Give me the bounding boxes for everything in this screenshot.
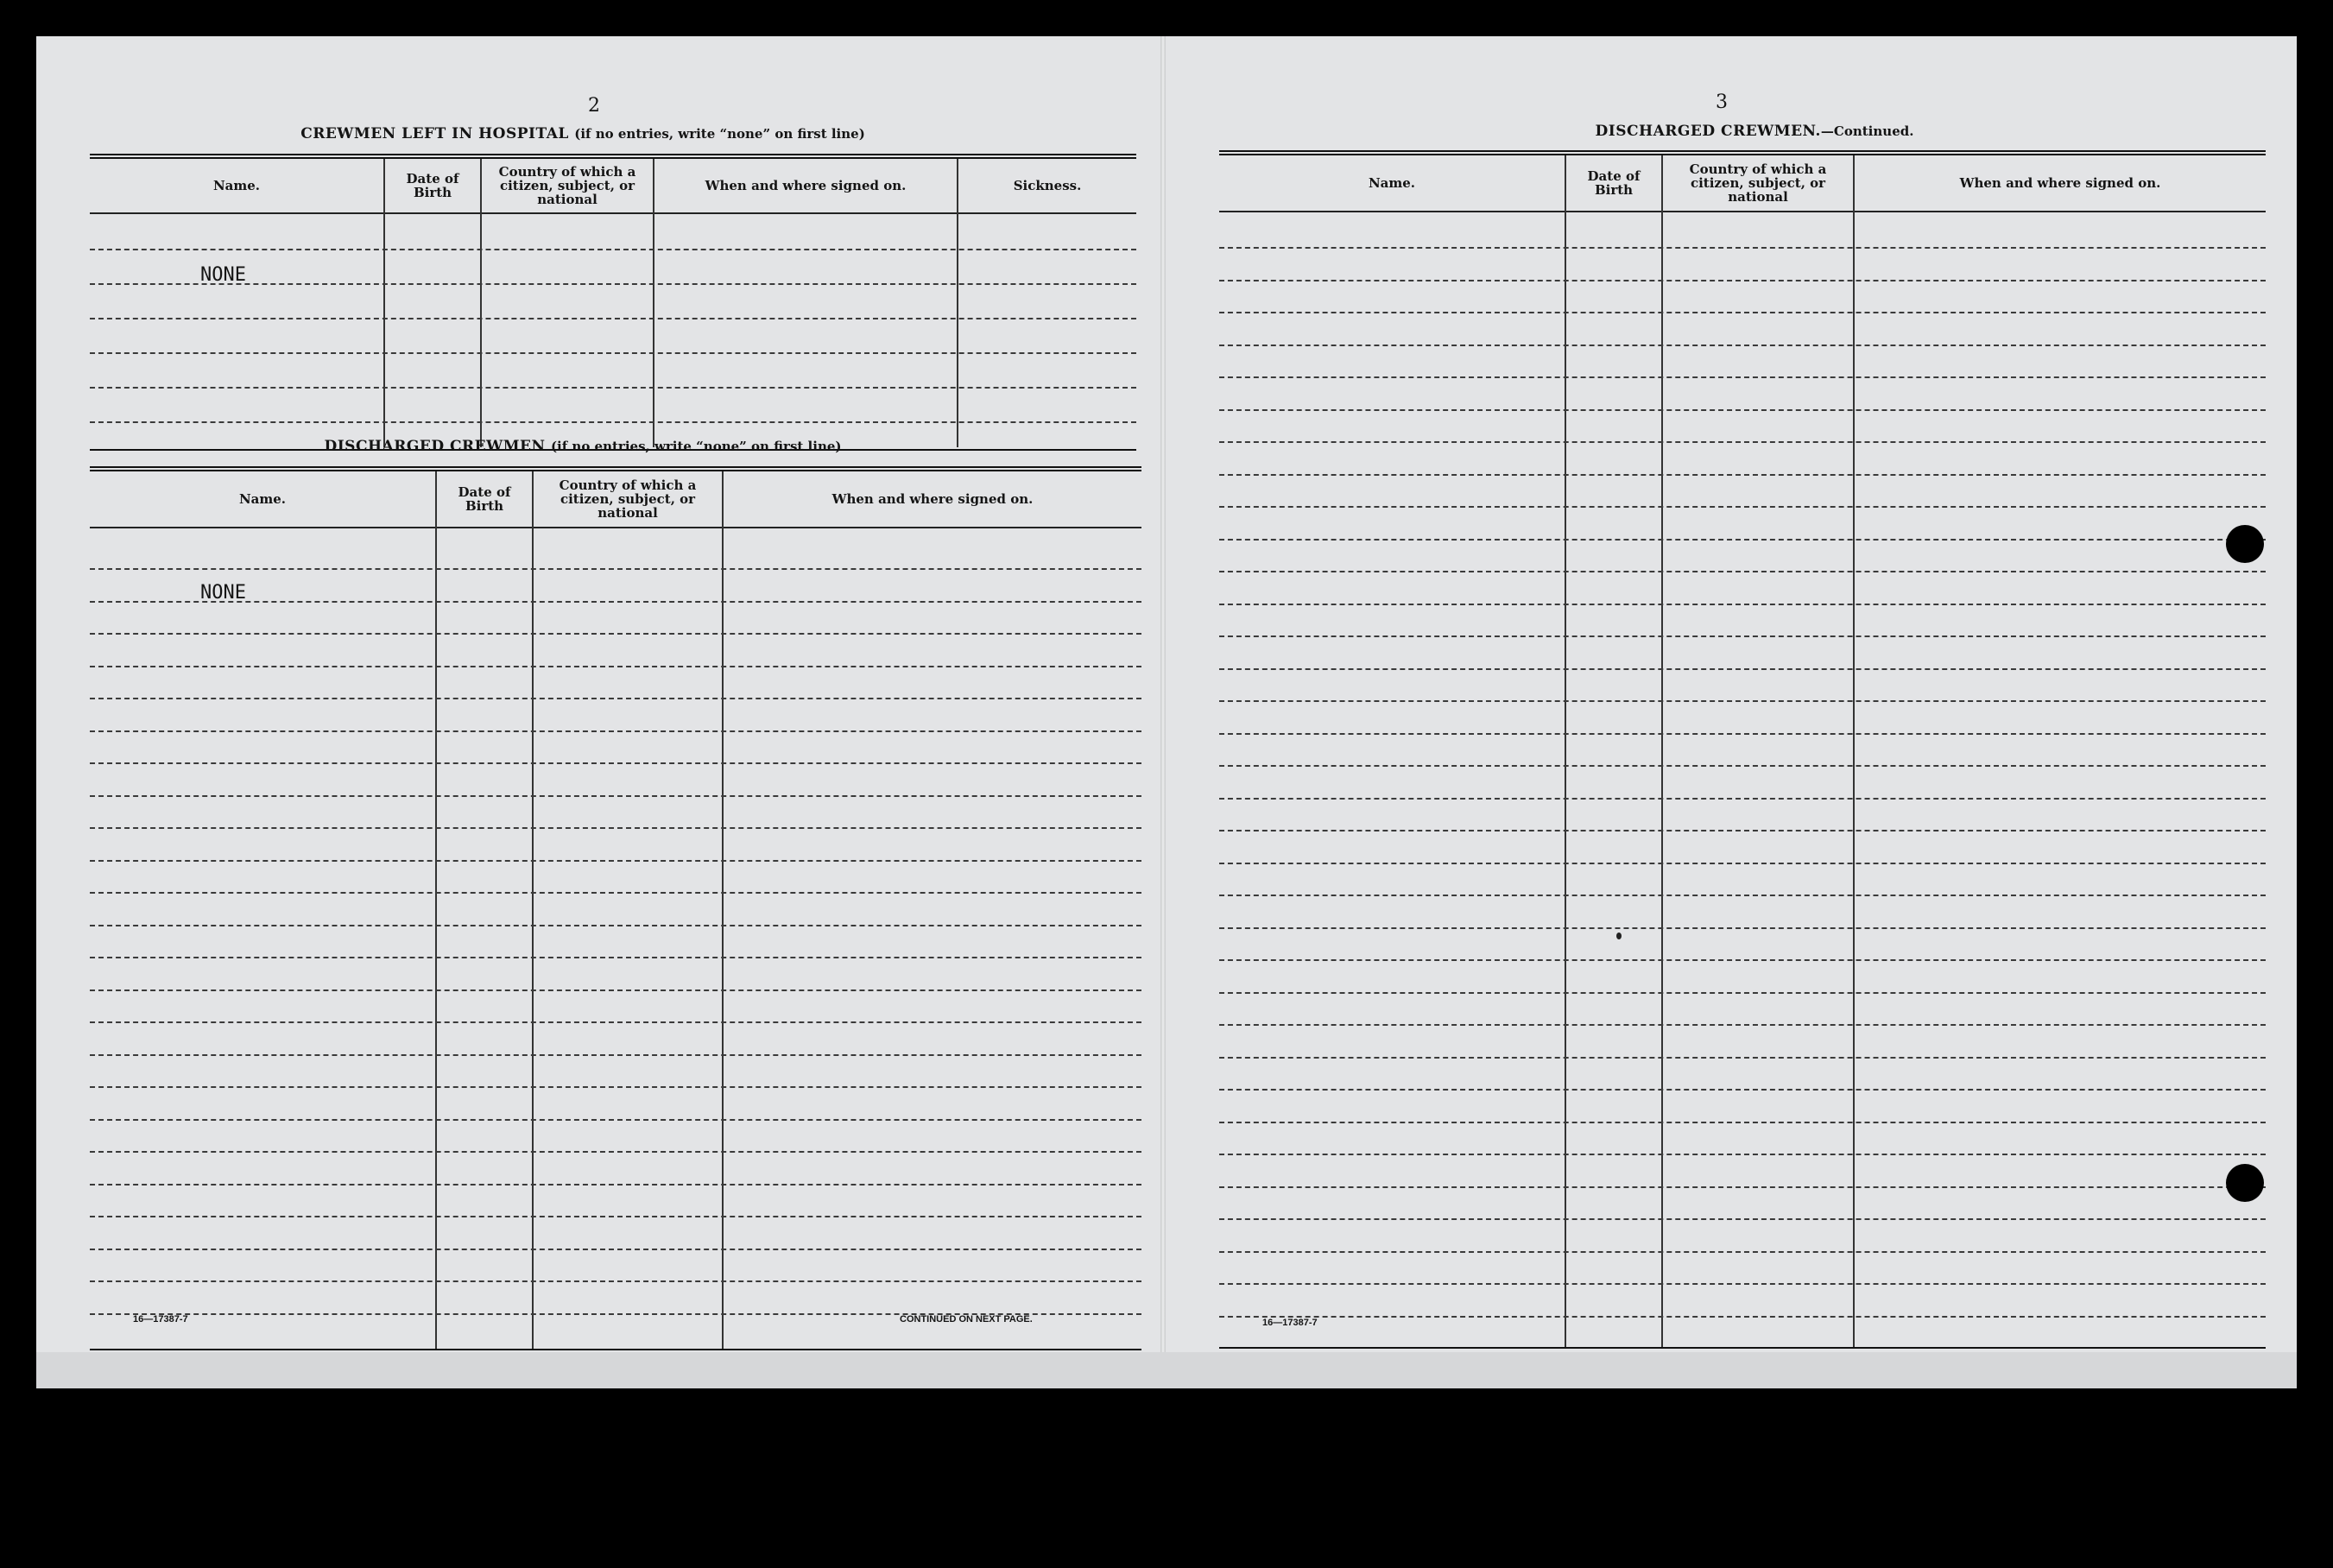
- left-page-number: 2: [588, 95, 600, 117]
- col-header-signed: When and where signed on.: [831, 491, 1034, 507]
- col-header-name: Name.: [212, 178, 261, 193]
- ruled-line: [90, 601, 1141, 603]
- hospital-title-note: (if no entries, write “none” on first line): [574, 126, 865, 142]
- ruled-line: [1219, 312, 2266, 313]
- ruled-line: [1219, 895, 2266, 896]
- column-divider: [383, 159, 385, 447]
- ruled-line: [1219, 700, 2266, 702]
- ruled-line: [1219, 376, 2266, 378]
- punch-hole: [2226, 525, 2264, 563]
- document-sheet: [36, 36, 2297, 1388]
- ruled-line: [90, 421, 1136, 423]
- col-header-country: Country of which a citizen, subject, or national: [1689, 161, 1827, 205]
- right-page-number: 3: [1716, 92, 1728, 113]
- ruled-line: [90, 827, 1141, 829]
- ruled-line: [1219, 733, 2266, 735]
- right-section-title: [1236, 123, 2273, 140]
- ruled-line: [1219, 863, 2266, 864]
- ruled-line: [1219, 1154, 2266, 1155]
- ruled-line: [1219, 280, 2266, 281]
- col-header-signed: When and where signed on.: [1959, 175, 2161, 191]
- ruled-line: [90, 957, 1141, 958]
- ruled-line: [1219, 668, 2266, 670]
- ruled-line: [1219, 1089, 2266, 1091]
- ruled-line: [90, 1184, 1141, 1185]
- ruled-line: [1219, 830, 2266, 831]
- col-header-country: Country of which a citizen, subject, or national: [559, 477, 697, 521]
- ruled-line: [90, 387, 1136, 389]
- ruled-line: [1219, 1122, 2266, 1123]
- ink-speck: [1616, 933, 1622, 939]
- table-header: [1219, 155, 2266, 212]
- ruled-line: [90, 925, 1141, 926]
- ruled-line: [90, 1151, 1141, 1153]
- column-divider: [1853, 155, 1855, 1347]
- table-bottom-rule: [1219, 1347, 2266, 1352]
- right-title-suffix: —Continued.: [1820, 123, 1914, 139]
- ruled-line: [90, 666, 1141, 667]
- ruled-line: [1219, 409, 2266, 411]
- col-header-dob: Date of Birth: [458, 484, 511, 514]
- ruled-line: [90, 352, 1136, 354]
- right-title-text: DISCHARGED CREWMEN.: [1595, 123, 1821, 140]
- ruled-line: [90, 989, 1141, 991]
- continued-note: CONTINUED ON NEXT PAGE.: [900, 1314, 1033, 1325]
- ruled-line: [90, 1249, 1141, 1250]
- column-divider: [480, 159, 482, 447]
- ruled-line: [90, 283, 1136, 285]
- hospital-title-text: CREWMEN LEFT IN HOSPITAL: [300, 125, 569, 142]
- column-divider: [1565, 155, 1566, 1347]
- ruled-line: [1219, 345, 2266, 346]
- right-form-number: 16—17387-7: [1262, 1318, 1318, 1328]
- col-header-name: Name.: [1368, 175, 1416, 191]
- hospital-section-title: [123, 125, 1043, 142]
- ruled-line: [90, 860, 1141, 862]
- ruled-line: [90, 568, 1141, 570]
- col-header-signed: When and where signed on.: [705, 178, 907, 193]
- discharged-title-text: DISCHARGED CREWMEN: [324, 438, 546, 455]
- ruled-line: [1219, 798, 2266, 800]
- ruled-line: [1219, 1057, 2266, 1059]
- column-divider: [653, 159, 654, 447]
- ruled-line: [90, 1280, 1141, 1282]
- ruled-line: [90, 1054, 1141, 1056]
- column-divider: [957, 159, 958, 447]
- punch-hole: [2226, 1164, 2264, 1202]
- discharged-title-note: (if no entries, write “none” on first line): [550, 439, 842, 454]
- ruled-line: [90, 1119, 1141, 1121]
- hospital-entry-none: NONE: [200, 264, 246, 286]
- ruled-line: [90, 1216, 1141, 1217]
- sheet-bottom-edge: [36, 1352, 2297, 1388]
- ruled-line: [1219, 765, 2266, 767]
- page-fold: [1160, 36, 1166, 1388]
- ruled-line: [1219, 441, 2266, 443]
- col-header-name: Name.: [238, 491, 287, 507]
- ruled-line: [90, 318, 1136, 319]
- ruled-line: [1219, 1316, 2266, 1318]
- col-header-dob: Date of Birth: [1587, 168, 1641, 198]
- ruled-line: [1219, 635, 2266, 637]
- ruled-line: [90, 249, 1136, 250]
- column-divider: [1661, 155, 1663, 1347]
- ruled-line: [90, 730, 1141, 732]
- ruled-line: [1219, 571, 2266, 572]
- ruled-line: [90, 892, 1141, 894]
- ruled-line: [1219, 604, 2266, 605]
- ruled-line: [1219, 992, 2266, 994]
- ruled-line: [1219, 247, 2266, 249]
- ruled-line: [1219, 927, 2266, 929]
- ruled-line: [90, 762, 1141, 764]
- table-bottom-rule: [90, 1349, 1141, 1354]
- ruled-line: [1219, 1283, 2266, 1285]
- table-header: [90, 159, 1136, 214]
- discharged-section-title: [123, 438, 1043, 455]
- col-header-country: Country of which a citizen, subject, or national: [498, 164, 636, 207]
- ruled-line: [1219, 1024, 2266, 1026]
- ruled-line: [1219, 539, 2266, 541]
- left-form-number: 16—17387-7: [133, 1314, 188, 1325]
- ruled-line: [1219, 1186, 2266, 1188]
- hospital-table: [90, 154, 1136, 452]
- ruled-line: [1219, 474, 2266, 476]
- discharged-table: [90, 466, 1141, 1352]
- ruled-line: [90, 795, 1141, 797]
- table-header: [90, 471, 1141, 528]
- ruled-line: [90, 1021, 1141, 1023]
- ruled-line: [90, 1086, 1141, 1088]
- ruled-line: [1219, 506, 2266, 508]
- col-header-sickness: Sickness.: [1013, 178, 1082, 193]
- ruled-line: [90, 633, 1141, 635]
- discharged-continued-table: [1219, 150, 2266, 1350]
- ruled-line: [1219, 959, 2266, 961]
- ruled-line: [90, 698, 1141, 699]
- ruled-line: [1219, 1251, 2266, 1253]
- col-header-dob: Date of Birth: [406, 171, 459, 200]
- ruled-line: [1219, 1218, 2266, 1220]
- discharged-entry-none: NONE: [200, 582, 246, 604]
